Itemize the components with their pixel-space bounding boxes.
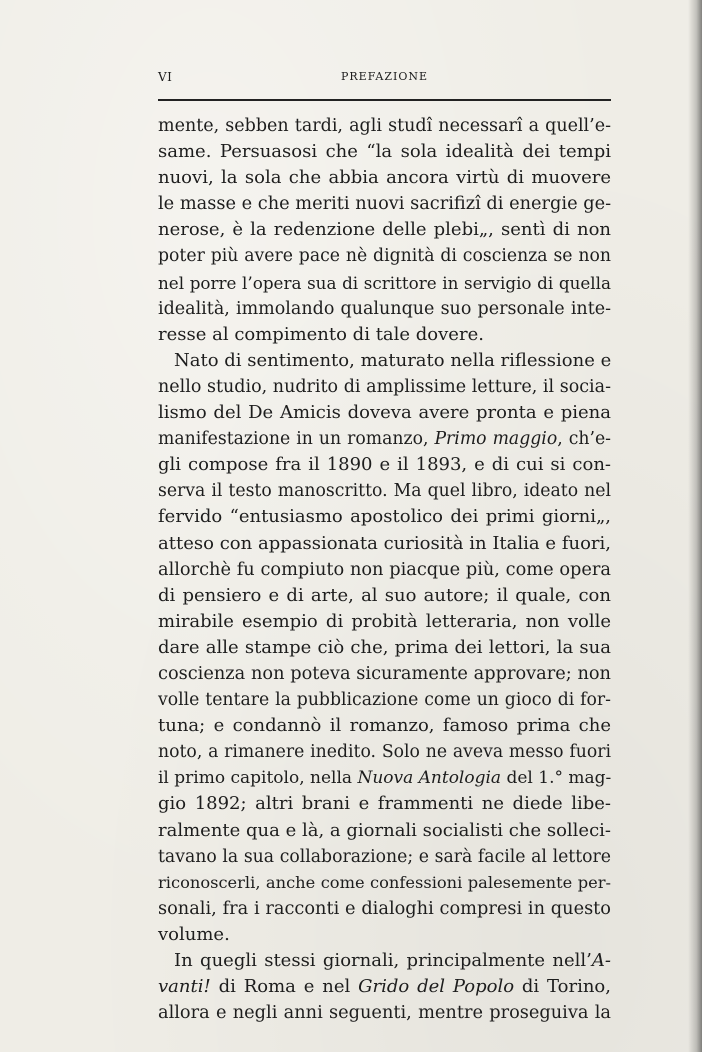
text-line: riconoscerli, anche come confessioni palesemente per-: [158, 872, 611, 892]
text-line: poter più avere pace nè dignità di coscienza se non: [158, 246, 611, 267]
text-line: mente, sebben tardi, agli studî necessarî a quell’e-: [158, 116, 611, 136]
text-line: di pensiero e di arte, al suo autore; il quale, con: [158, 584, 611, 606]
text-line: nerose, è la redenzione delle plebi„, sentì di non: [158, 219, 611, 241]
text-line: sonali, fra i racconti e dialoghi compresi in questo: [158, 898, 611, 919]
text-line: allorchè fu compiuto non piacque più, come opera: [158, 559, 611, 580]
text-line: allora e negli anni seguenti, mentre proseguiva la: [158, 1003, 611, 1024]
text-line: il primo capitolo, nella Nuova Antologia del 1.° mag-: [158, 768, 612, 789]
text-line: fervido “entusiasmo apostolico dei primi giorni„,: [158, 506, 611, 528]
text-line: tuna; e condannò il romanzo, famoso prima che: [158, 715, 611, 737]
page-number: VI: [158, 70, 173, 84]
text-line: dare alle stampe ciò che, prima dei lettori, la sua: [158, 636, 611, 658]
text-line: nuovi, la sola che abbia ancora virtù di muovere: [158, 167, 611, 189]
text-line: gli compose fra il 1890 e il 1893, e di cui si con-: [158, 454, 611, 476]
text-line: idealità, immolando qualunque suo personale inte-: [158, 298, 611, 319]
text-line: tavano la sua collaborazione; e sarà facile al lettore: [158, 846, 611, 867]
text-line: gio 1892; altri brani e frammenti ne diede libe-: [158, 793, 611, 815]
text-line: noto, a rimanere inedito. Solo ne aveva messo fuori: [158, 742, 611, 763]
text-line: coscienza non poteva sicuramente approvare; non: [158, 663, 611, 684]
italic-span: vanti!: [158, 976, 211, 998]
running-header: [158, 70, 611, 86]
text-line: lismo del De Amicis doveva avere pronta e piena: [158, 402, 611, 424]
text-line: nel porre l’opera sua di scrittore in servigio di quella: [158, 272, 611, 293]
text-line: resse al compimento di tale dovere.: [158, 323, 484, 345]
text-line: ralmente qua e là, a giornali socialisti che solleci-: [158, 819, 611, 841]
italic-span: Nuova Antologia: [357, 768, 502, 789]
italic-span: Primo maggio: [434, 429, 558, 450]
text-line: le masse e che meriti nuovi sacrifizî di energie ge-: [158, 194, 612, 215]
text-line: manifestazione in un romanzo, Primo maggio, ch’e-: [158, 429, 611, 450]
italic-span: Grido del Popolo: [358, 976, 515, 998]
text-line: In quegli stessi giornali, principalmente nell’A-: [174, 950, 611, 971]
text-line: nello studio, nudrito di amplissime letture, il socia-: [158, 376, 611, 397]
text-line: vanti! di Roma e nel Grido del Popolo di Torino,: [158, 976, 611, 998]
page-edge-shadow: [688, 0, 702, 1052]
text-line: mirabile esempio di probità letteraria, non volle: [158, 610, 611, 632]
header-rule: [158, 99, 611, 101]
body-text: [158, 113, 611, 1026]
text-line: volume.: [158, 923, 230, 945]
text-line: atteso con appassionata curiosità in Italia e fuori,: [158, 532, 611, 554]
text-line: serva il testo manoscritto. Ma quel libro, ideato nel: [158, 481, 611, 502]
text-line: Nato di sentimento, maturato nella riflessione e: [174, 349, 612, 371]
text-line: same. Persuasosi che “la sola idealità dei tempi: [158, 141, 611, 163]
italic-span: A-: [591, 950, 611, 971]
text-line: volle tentare la pubblicazione come un gioco di for-: [158, 690, 611, 711]
running-title: PREFAZIONE: [341, 70, 428, 83]
